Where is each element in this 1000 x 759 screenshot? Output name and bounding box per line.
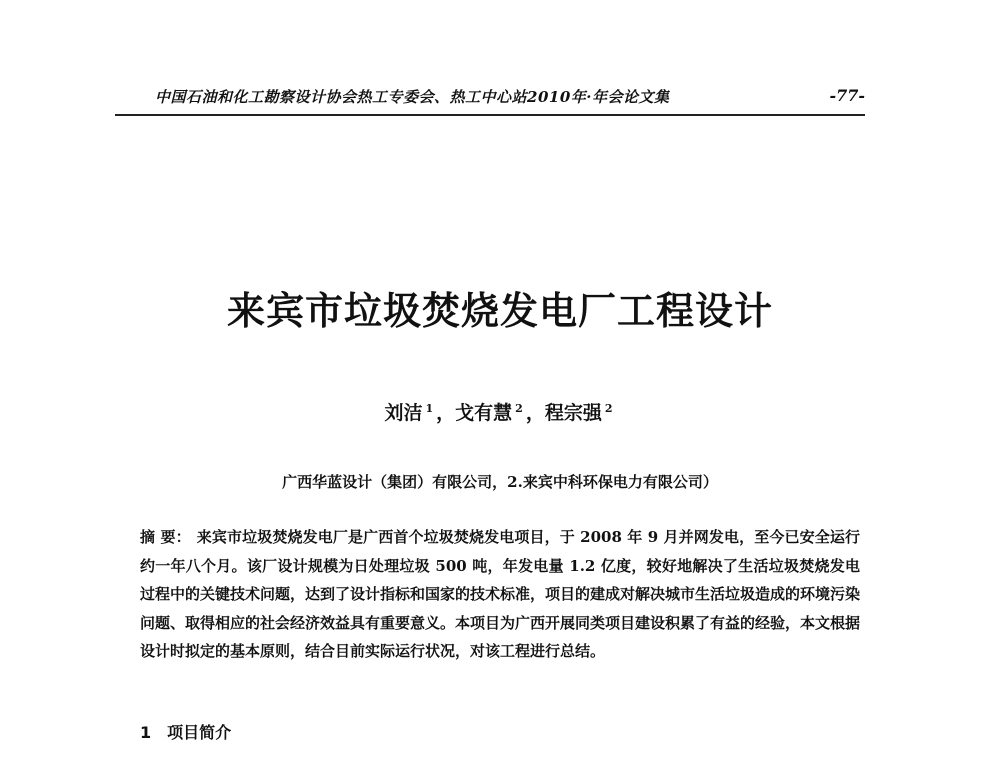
author-affiliation-mark: 2 xyxy=(515,401,523,415)
section-title: 项目简介 xyxy=(167,723,232,742)
author-name: ，程宗强 xyxy=(525,402,602,424)
page-number: -77- xyxy=(829,86,865,105)
author-name: 刘洁 xyxy=(384,402,423,424)
author-affiliation-mark: 2 xyxy=(604,401,613,415)
abstract xyxy=(140,523,860,666)
section-number: 1 xyxy=(140,723,152,742)
running-title: 中国石油和化工勘察设计协会热工专委会、热工中心站2010年·年会论文集 xyxy=(155,88,670,106)
section-heading xyxy=(140,720,231,743)
paper-title: 来宾市垃圾焚烧发电厂工程设计 xyxy=(226,289,773,333)
abstract-label: 摘 要： xyxy=(140,528,191,546)
affiliation: 广西华蓝设计（集团）有限公司，2.来宾中科环保电力有限公司） xyxy=(282,473,718,491)
running-header xyxy=(115,84,865,116)
author-name: ，戈有慧 xyxy=(436,402,513,424)
author-affiliation-mark: 1 xyxy=(425,401,434,415)
abstract-text: 来宾市垃圾焚烧发电厂是广西首个垃圾焚烧发电项目，于 2008 年 9 月并网发电，至今已安全运行约一年八个月。该厂设计规模为日处理垃圾 500 吨，年发电量 1.2 亿度，较好地解决了生活垃圾焚烧发电过程中的关键技术问题，达到了设计指标和国家的技术标准，项目的建成对解决城市生活垃圾造成的环境污染问题、取得相应的社会经济效益具有重要意义。本项目为广西开展同类项目建设积累了有益的经验，本文根据设计时拟定的基本原则，结合目前实际运行状况，对该工程进行总结。 xyxy=(140,528,861,660)
author-list xyxy=(0,398,1000,425)
